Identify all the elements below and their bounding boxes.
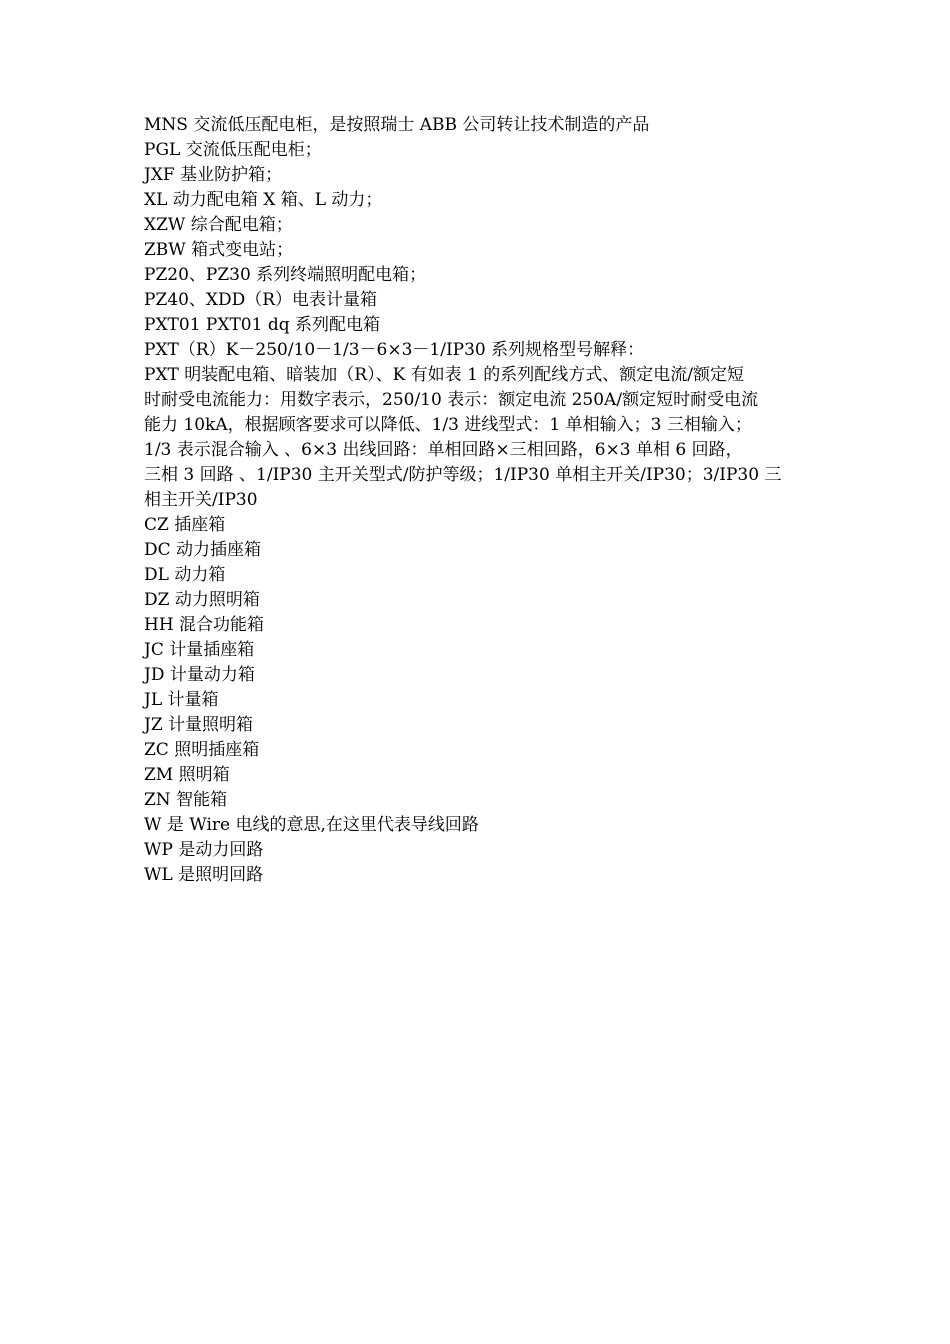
text-line-wl: WL 是照明回路 — [144, 865, 264, 885]
explanation-line-3: 能力 10kA，根据顾客要求可以降低、1/3 进线型式：1 单相输入；3 三相输入； — [144, 415, 752, 435]
text-line-pxt01: PXT01 PXT01 dq 系列配电箱 — [144, 315, 380, 335]
text-line-xzw: XZW 综合配电箱； — [144, 215, 293, 235]
text-line-cz: CZ 插座箱 — [144, 515, 226, 535]
text-line-jxf: JXF 基业防护箱； — [144, 165, 283, 185]
text-line-zn: ZN 智能箱 — [144, 790, 228, 810]
text-line-jz: JZ 计量照明箱 — [144, 715, 254, 735]
text-line-pz40: PZ40、XDD（R）电表计量箱 — [144, 290, 378, 310]
text-line-jc: JC 计量插座箱 — [144, 640, 255, 660]
explanation-line-6: 相主开关/IP30 — [144, 490, 258, 510]
explanation-line-5: 三相 3 回路 、1/IP30 主开关型式/防护等级；1/IP30 单相主开关/IP30；3/IP30 三 — [144, 465, 782, 485]
text-line-hh: HH 混合功能箱 — [144, 615, 265, 635]
document-body — [144, 113, 810, 888]
explanation-line-2: 时耐受电流能力：用数字表示，250/10 表示：额定电流 250A/额定短时耐受电流 — [144, 390, 759, 410]
text-line-mns: MNS 交流低压配电柜，是按照瑞士 ABB 公司转让技术制造的产品 — [144, 115, 650, 135]
text-line-zbw: ZBW 箱式变电站； — [144, 240, 294, 260]
text-line-zm: ZM 照明箱 — [144, 765, 230, 785]
text-line-w: W 是 Wire 电线的意思,在这里代表导线回路 — [144, 815, 479, 835]
text-line-jd: JD 计量动力箱 — [144, 665, 255, 685]
text-line-jl: JL 计量箱 — [144, 690, 219, 710]
text-line-dl: DL 动力箱 — [144, 565, 226, 585]
text-line-dz: DZ 动力照明箱 — [144, 590, 260, 610]
explanation-line-4: 1/3 表示混合输入 、6×3 出线回路：单相回路×三相回路，6×3 单相 6 回路， — [144, 440, 743, 460]
text-line-dc: DC 动力插座箱 — [144, 540, 262, 560]
text-line-pxt-model: PXT（R）K－250/10－1/3－6×3－1/IP30 系列规格型号解释： — [144, 340, 645, 360]
text-line-wp: WP 是动力回路 — [144, 840, 264, 860]
explanation-line-1: PXT 明装配电箱、暗装加（R）、K 有如表 1 的系列配线方式、额定电流/额定短 — [144, 365, 745, 385]
text-line-pgl: PGL 交流低压配电柜； — [144, 140, 322, 160]
text-line-xl: XL 动力配电箱 X 箱、L 动力； — [144, 190, 383, 210]
text-line-pz20: PZ20、PZ30 系列终端照明配电箱； — [144, 265, 427, 285]
text-line-zc: ZC 照明插座箱 — [144, 740, 260, 760]
